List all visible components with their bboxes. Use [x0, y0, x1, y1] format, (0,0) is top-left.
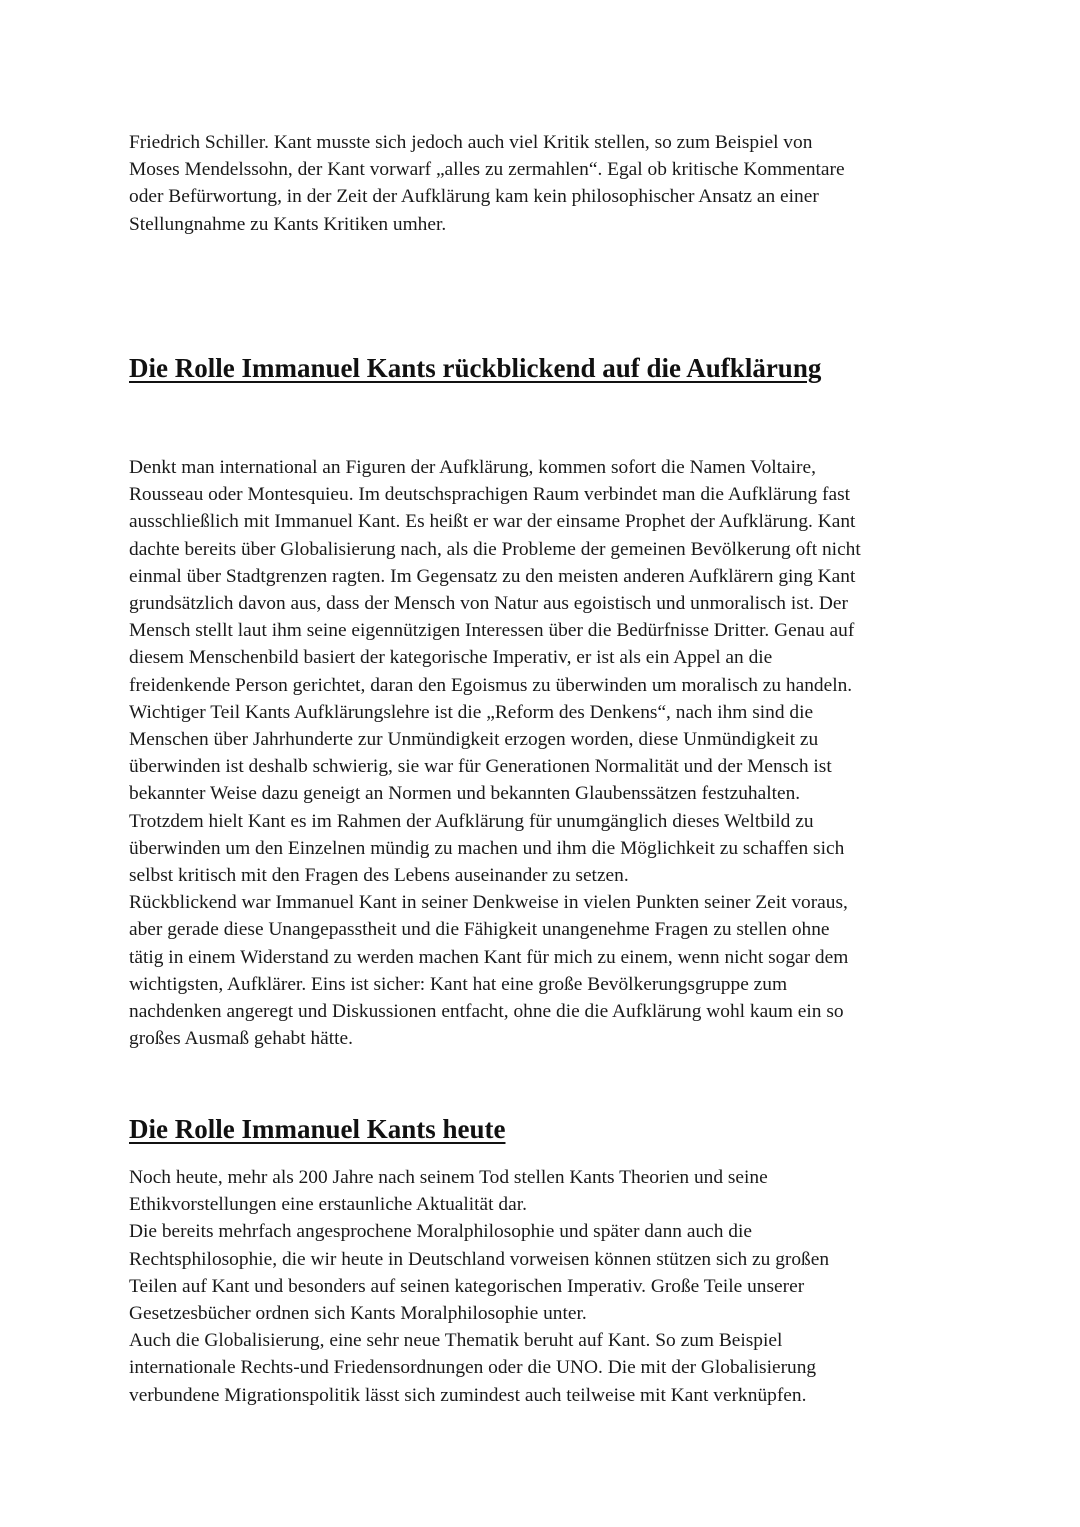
- text-line: Die bereits mehrfach angesprochene Moralphilosophie und später dann auch die: [129, 1221, 752, 1243]
- text-line: Wichtiger Teil Kants Aufklärungslehre ist die „Reform des Denkens“, nach ihm sind die: [129, 701, 814, 723]
- text-line: Friedrich Schiller. Kant musste sich jedoch auch viel Kritik stellen, so zum Beispiel von: [129, 132, 813, 153]
- intro-paragraph: [129, 129, 969, 238]
- text-line: bekannter Weise dazu geneigt an Normen und bekannten Glaubenssätzen festzuhalten.: [129, 783, 801, 805]
- text-line: Rousseau oder Montesquieu. Im deutschsprachigen Raum verbindet man die Aufklärung fast: [129, 484, 851, 506]
- text-line: Ethikvorstellungen eine erstaunliche Aktualität dar.: [129, 1194, 527, 1216]
- text-line: nachdenken angeregt und Diskussionen entfacht, ohne die die Aufklärung wohl kaum ein so: [129, 1001, 844, 1023]
- text-line: Gesetzesbücher ordnen sich Kants Moralphilosophie unter.: [129, 1303, 587, 1325]
- text-line: oder Befürwortung, in der Zeit der Aufklärung kam kein philosophischer Ansatz an einer: [129, 186, 819, 208]
- text-line: dachte bereits über Globalisierung nach, als die Probleme der gemeinen Bevölkerung oft nicht: [129, 538, 861, 560]
- text-line: Mensch stellt laut ihm seine eigennützigen Interessen über die Bedürfnisse Dritter. Genau auf: [129, 620, 855, 642]
- text-line: überwinden um den Einzelnen mündig zu machen und ihm die Möglichkeit zu schaffen sich: [129, 837, 845, 859]
- text-line: diesem Menschenbild basiert der kategorische Imperativ, er ist als ein Appel an die: [129, 647, 773, 669]
- text-line: aber gerade diese Unangepasstheit und die Fähigkeit unangenehme Fragen zu stellen ohne: [129, 919, 830, 941]
- section-body-retrospective: [129, 454, 969, 1052]
- text-line: einmal über Stadtgrenzen ragten. Im Gegensatz zu den meisten anderen Aufklärern ging Kant: [129, 565, 856, 587]
- text-line: großes Ausmaß gehabt hätte.: [129, 1028, 354, 1050]
- section-heading-today: Die Rolle Immanuel Kants heute: [129, 1114, 506, 1144]
- text-line: internationale Rechts-und Friedensordnungen oder die UNO. Die mit der Globalisierung: [129, 1357, 817, 1379]
- text-line: Menschen über Jahrhunderte zur Unmündigkeit erzogen worden, diese Unmündigkeit zu: [129, 729, 819, 751]
- text-line: Auch die Globalisierung, eine sehr neue Thematik beruht auf Kant. So zum Beispiel: [129, 1330, 783, 1352]
- text-line: wichtigsten, Aufklärer. Eins ist sicher: Kant hat eine große Bevölkerungsgruppe zum: [129, 973, 788, 995]
- text-line: Stellungnahme zu Kants Kritiken umher.: [129, 213, 447, 235]
- text-line: tätig in einem Widerstand zu werden machen Kant für mich zu einem, wenn nicht sogar dem: [129, 946, 849, 968]
- text-line: Rückblickend war Immanuel Kant in seiner Denkweise in vielen Punkten seiner Zeit voraus,: [129, 892, 848, 914]
- text-line: freidenkende Person gerichtet, daran den Egoismus zu überwinden um moralisch zu handeln.: [129, 674, 853, 696]
- text-line: Denkt man international an Figuren der Aufklärung, kommen sofort die Namen Voltaire,: [129, 457, 816, 478]
- text-line: Teilen auf Kant und besonders auf seinen kategorischen Imperativ. Große Teile unserer: [129, 1275, 805, 1297]
- text-line: ausschließlich mit Immanuel Kant. Es heißt er war der einsame Prophet der Aufklärung. Kant: [129, 511, 856, 533]
- text-line: Rechtsphilosophie, die wir heute in Deutschland vorweisen können stützen sich zu großen: [129, 1248, 830, 1270]
- section-body-today: [129, 1164, 969, 1409]
- text-line: selbst kritisch mit den Fragen des Lebens auseinander zu setzen.: [129, 865, 629, 887]
- text-line: Trotzdem hielt Kant es im Rahmen der Aufklärung für unumgänglich dieses Weltbild zu: [129, 810, 814, 832]
- text-line: überwinden ist deshalb schwierig, sie war für Generationen Normalität und der Mensch ist: [129, 756, 832, 778]
- text-line: verbundene Migrationspolitik lässt sich zumindest auch teilweise mit Kant verknüpfen.: [129, 1384, 807, 1406]
- text-line: Moses Mendelssohn, der Kant vorwarf „alles zu zermahlen“. Egal ob kritische Kommentare: [129, 159, 845, 181]
- section-heading-retrospective: Die Rolle Immanuel Kants rückblickend auf die Aufklärung: [129, 353, 822, 383]
- text-line: Noch heute, mehr als 200 Jahre nach seinem Tod stellen Kants Theorien und seine: [129, 1167, 768, 1188]
- text-line: grundsätzlich davon aus, dass der Mensch von Natur aus egoistisch und unmoralisch ist. Der: [129, 593, 848, 615]
